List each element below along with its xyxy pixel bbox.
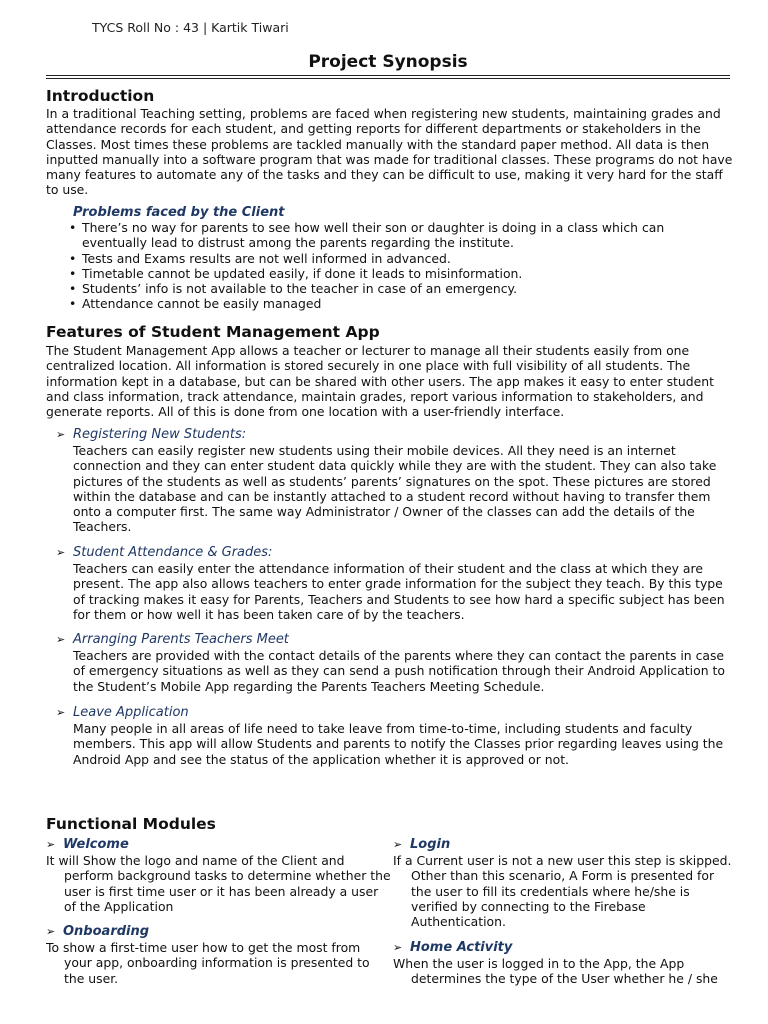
feature-body: Many people in all areas of life need to take leave from time-to-time, including students and faculty members. This app will allow Students and parents to notify the Classes prior regarding leaves using the Android App and see the status of the application whether it is approved or not. — [73, 721, 724, 767]
problem-item: • There’s no way for parents to see how well their son or daughter is doing in a class which can eventually lead to distrust among the parents regarding the institute. — [66, 220, 706, 251]
feature-body: Teachers are provided with the contact details of the parents where they can contact the parents in case of emergency situations as well as they can send a push notification through their Android Application to the Student’s Mobile App regarding the Parents Teachers Meeting Schedule. — [73, 648, 725, 694]
feature-title: Student Attendance & Grades: — [73, 545, 273, 560]
arrow-bullet-icon: ➢ — [56, 633, 66, 646]
feature-title: Registering New Students: — [73, 427, 247, 442]
feature-title: Leave Application — [73, 705, 189, 720]
problems-heading: Problems faced by the Client — [73, 205, 285, 220]
problem-item: • Students’ info is not available to the teacher in case of an emergency. — [66, 281, 706, 296]
arrow-bullet-icon: ➢ — [56, 546, 66, 559]
feature-leave — [56, 705, 736, 767]
arrow-bullet-icon: ➢ — [56, 428, 66, 441]
modules-heading: Functional Modules — [46, 815, 216, 833]
arrow-bullet-icon: ➢ — [393, 838, 403, 851]
feature-parents-meet — [56, 632, 736, 694]
module-login — [393, 837, 738, 929]
feature-attendance — [56, 545, 736, 622]
title-rule-bottom — [46, 78, 730, 79]
module-title: Home Activity — [410, 940, 513, 955]
page-title: Project Synopsis — [308, 52, 468, 72]
problem-item: • Tests and Exams results are not well informed in advanced. — [66, 251, 706, 266]
features-heading: Features of Student Management App — [46, 323, 380, 341]
module-title: Login — [410, 837, 451, 852]
feature-registering — [56, 427, 736, 535]
problem-item: • Attendance cannot be easily managed — [66, 296, 706, 311]
module-body: If a Current user is not a new user this step is skipped. Other than this scenario, A Form is presented for the user to fill its credentials where he/she is verified by connecting to the Firebase Authentication. — [393, 853, 732, 930]
arrow-bullet-icon: ➢ — [56, 706, 66, 719]
module-title: Welcome — [63, 837, 129, 852]
feature-body: Teachers can easily enter the attendance information of their student and the class at which they are present. The app also allows teachers to enter grade information for the subject they teach. By this type of tracking makes it easy for Parents, Teachers and Students to see how hard a specific subject has been for them or how well it has been taken care of by the teachers. — [73, 561, 725, 622]
title-rule-top — [46, 75, 730, 76]
module-body: It will Show the logo and name of the Client and perform background tasks to determine whether the user is first time user or it has been already a user of the Application — [46, 853, 391, 914]
module-home-activity — [393, 940, 738, 987]
problems-list — [66, 220, 706, 312]
module-welcome — [46, 837, 391, 914]
arrow-bullet-icon: ➢ — [46, 838, 56, 851]
module-body: To show a first-time user how to get the most from your app, onboarding information is presented to the user. — [46, 940, 370, 986]
features-paragraph: The Student Management App allows a teacher or lecturer to manage all their students easily from one centralized location. All information is stored securely in one place with full visibility of all students. The information kept in a database, but can be shared with other users. The app makes it easy to enter student and class information, track attendance, maintain grades, report various information to stakeholders, and generate reports. All of this is done from one location with a user-friendly interface. — [46, 343, 714, 420]
page-header: TYCS Roll No : 43 | Kartik Tiwari — [92, 20, 289, 35]
problem-item: • Timetable cannot be updated easily, if done it leads to misinformation. — [66, 266, 706, 281]
arrow-bullet-icon: ➢ — [393, 941, 403, 954]
arrow-bullet-icon: ➢ — [46, 925, 56, 938]
module-body: When the user is logged in to the App, the App determines the type of the User whether he / she — [393, 956, 718, 987]
intro-heading: Introduction — [46, 87, 155, 105]
feature-body: Teachers can easily register new students using their mobile devices. All they need is an internet connection and they can enter student data quickly while they are with the student. They can also take pictures of the students as well as students’ parents’ signatures on the spot. These pictures are stored within the database and can be instantly attached to a student record without having to transfer them onto a computer first. The same way Administrator / Owner of the classes can add the details of the Teachers. — [73, 443, 717, 535]
module-title: Onboarding — [63, 924, 150, 939]
intro-paragraph: In a traditional Teaching setting, problems are faced when registering new students, maintaining grades and attendance records for each student, and getting reports for different departments or stakeholders in the Classes. Most times these problems are tackled manually with the standard paper method. All data is then inputted manually into a software program that was made for traditional classes. These programs do not have many features to automate any of the tasks and they can be difficult to use, making it very hard for the staff to use. — [46, 106, 733, 198]
feature-title: Arranging Parents Teachers Meet — [73, 632, 289, 647]
module-onboarding — [46, 924, 391, 986]
